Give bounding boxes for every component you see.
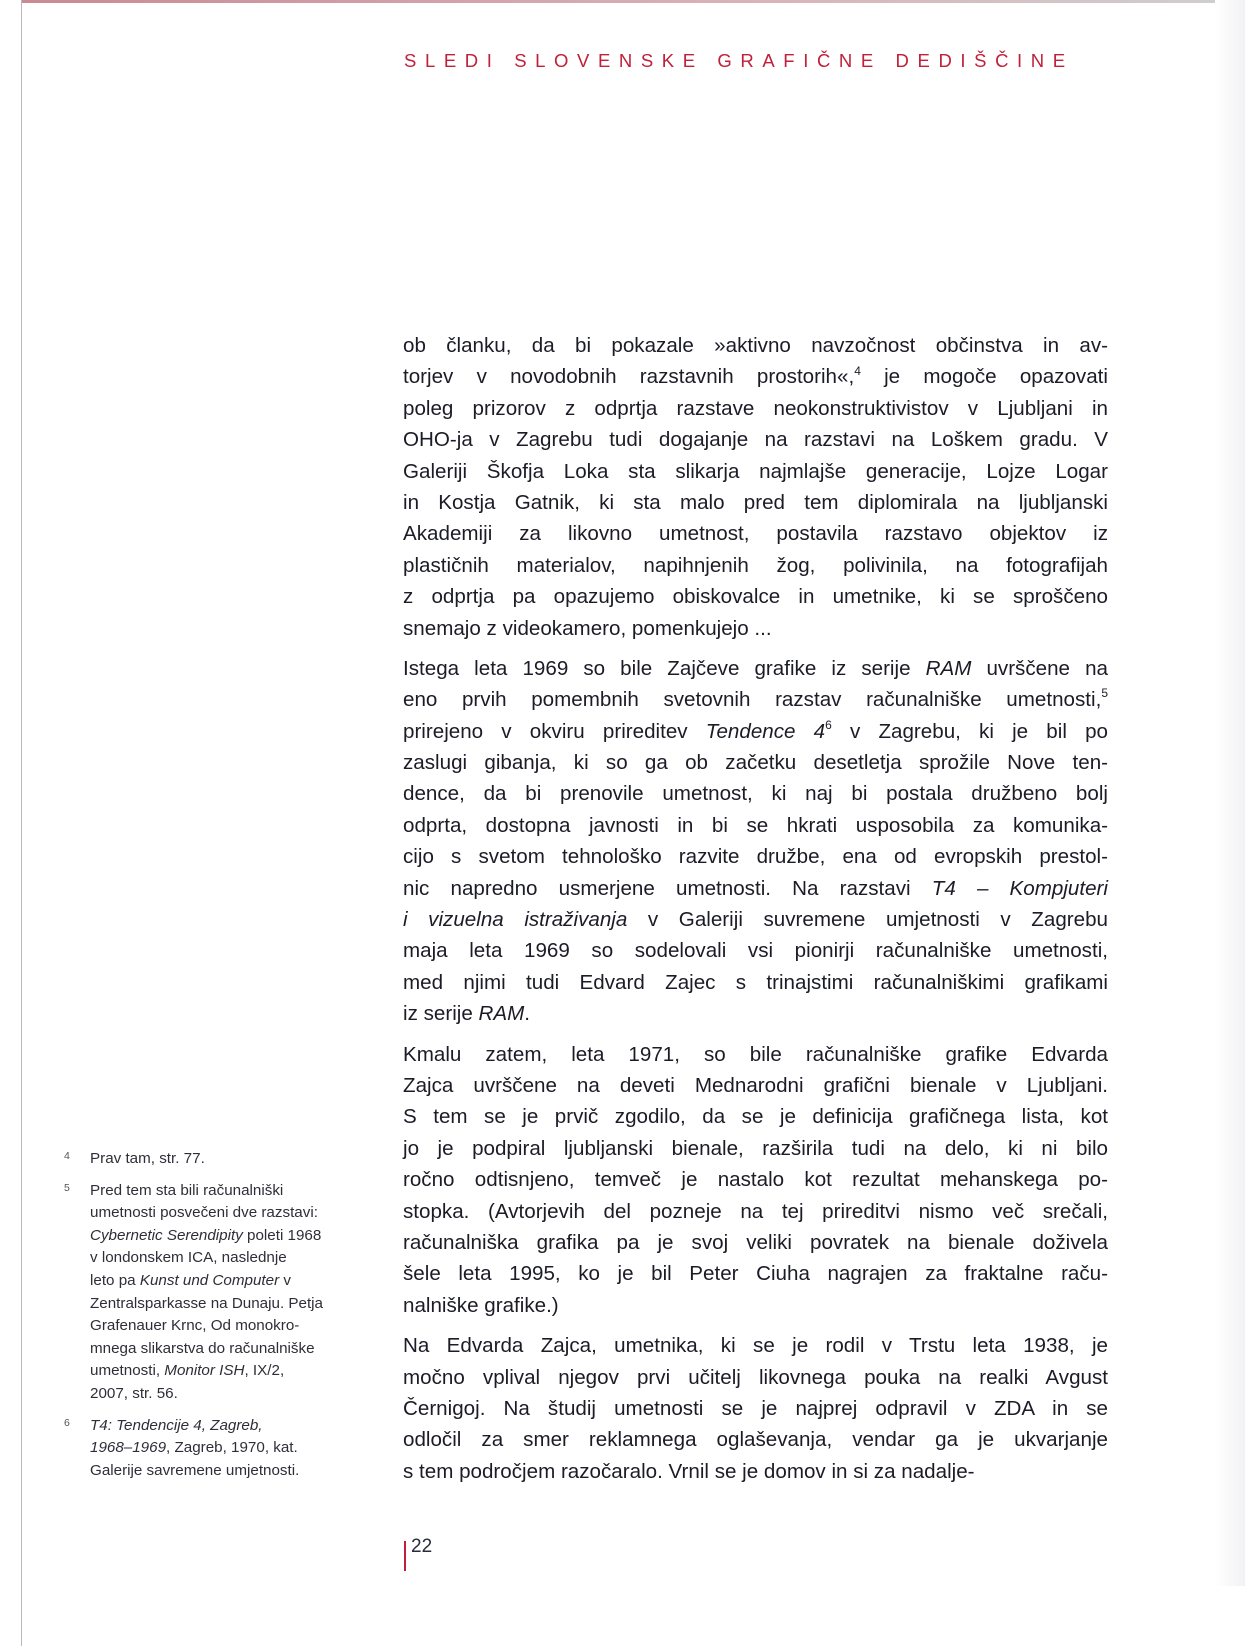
text-run: v Zagrebu, ki je bil po [831,719,1108,743]
text-line [403,581,1108,612]
text-line [403,1133,1108,1164]
text-line [403,747,1108,778]
text-run: Galerije savremene umjetnosti. [90,1461,300,1479]
text-run: 2007, str. 56. [90,1384,178,1402]
text-line [403,998,1108,1029]
italic-title: 1968–1969 [90,1439,167,1457]
text-run: Istega leta 1969 so bile Zajčeve grafike iz serije [403,656,926,680]
text-line [403,967,1108,998]
italic-title: Monitor ISH [164,1362,245,1380]
text-run: Prav tam, str. 77. [90,1150,205,1167]
text-run: ročno odtisnjeno, temveč je nastalo kot rezultat mehanskega po- [403,1168,1108,1192]
text-run: Pred tem sta bili računalniški [90,1181,284,1199]
text-run: prirejeno v okviru prireditev [403,719,706,743]
footnote-line [90,1180,384,1203]
text-run: , Zagreb, 1970, kat. [166,1439,298,1457]
text-run: Černigoj. Na študij umetnosti se je najprej odpravil v ZDA in se [403,1396,1108,1420]
text-run: OHO-ja v Zagrebu tudi dogajanje na razstavi na Loškem gradu. V [403,428,1108,452]
italic-title: T4 – Kompjuteri [931,876,1108,900]
text-run: nic napredno usmerjene umetnosti. Na razstavi [403,876,932,900]
text-run: poleti 1968 [242,1226,322,1244]
text-line [403,1101,1108,1132]
text-run: maja leta 1969 so sodelovali vsi pionirji računalniške umetnosti, [403,939,1108,963]
text-line [403,810,1108,841]
footnote-line [90,1437,384,1460]
text-line [403,653,1108,684]
text-run: v Galeriji suvremene umjetnosti v Zagrebu [627,908,1108,932]
text-run: med njimi tudi Edvard Zajec s trinajstimi računalniškimi grafikami [403,970,1108,994]
text-line [403,1196,1108,1227]
text-line [403,393,1108,424]
text-run: z odprtja pa opazujemo obiskovalce in umetnike, ki se sproščeno [403,585,1108,609]
page-right-shadow [1215,0,1245,1586]
italic-title: i vizuelna istraživanja [403,908,628,932]
text-run: računalniška grafika pa je svoj veliki povratek na bienale doživela [403,1230,1108,1254]
text-run: v londonskem ICA, naslednje [90,1249,287,1267]
text-line [403,550,1108,581]
text-run: torjev v novodobnih razstavnih prostorih«, [403,365,855,389]
text-line [403,361,1108,392]
text-run: Na Edvarda Zajca, umetnika, ki se je rodil v Trstu leta 1938, je [403,1334,1108,1358]
text-line [403,1070,1108,1101]
footnote-line [90,1202,384,1225]
text-run: jo je podpiral ljubljanski bienale, razširila tudi na delo, ki ni bilo [403,1136,1108,1160]
footnote-number: 4 [64,1150,70,1162]
text-line [403,1290,1108,1321]
text-run: leto pa [90,1271,140,1289]
text-line [403,684,1108,715]
footnote [64,1180,384,1406]
text-line [403,935,1108,966]
text-line [403,456,1108,487]
body-paragraph [403,330,1108,644]
footnote-reference: 4 [854,363,861,378]
text-line [403,841,1108,872]
footnote-line [90,1360,384,1383]
italic-title: T4: Tendencije 4, Zagreb, [90,1416,263,1434]
text-run: , IX/2, [244,1362,285,1380]
text-line [403,1227,1108,1258]
footnote-line [90,1270,384,1293]
text-run: . [524,1002,531,1026]
text-line [403,873,1108,904]
footnote-number: 5 [64,1181,70,1194]
text-run: eno prvih pomembnih svetovnih razstav računalniške umetnosti, [403,688,1102,712]
footnote-line [90,1460,384,1483]
running-head: SLEDI SLOVENSKE GRAFIČNE DEDIŠČINE [404,50,1074,71]
text-line [403,1258,1108,1289]
text-run: iz serije [403,1002,479,1026]
text-line [403,1330,1108,1361]
text-run: ob članku, da bi pokazale »aktivno navzočnost občinstva in av- [403,334,1108,357]
text-run: šele leta 1995, ko je bil Peter Ciuha nagrajen za fraktalne raču- [403,1262,1108,1286]
footnote-line [90,1383,384,1406]
text-run: in Kostja Gatnik, ki sta malo pred tem diplomirala na ljubljanski [403,490,1108,514]
text-run: odprta, dostopna javnosti in bi se hkrati usposobila za komunika- [403,813,1108,837]
text-line [403,1362,1108,1393]
text-run: odločil za smer reklamnega oglaševanja, vendar ga je ukvarjanje [403,1428,1108,1452]
footnote-line [90,1338,384,1361]
text-run: umetnosti, [90,1362,165,1380]
text-run: Zajca uvrščene na deveti Mednarodni grafični bienale v Ljubljani. [403,1073,1108,1097]
page-number: 22 [404,1537,432,1557]
body-paragraph [403,653,1108,1030]
text-run: mnega slikarstva do računalniške [90,1339,315,1357]
text-run: Galeriji Škofja Loka sta slikarja najmlajše generacije, Lojze Logar [403,459,1108,483]
text-line [403,1393,1108,1424]
text-line [403,424,1108,455]
text-run: stopka. (Avtorjevih del pozneje na tej prireditvi nismo več srečali, [403,1199,1108,1223]
page-top-edge [22,0,1245,3]
page-left-edge [21,0,22,1646]
text-run: poleg prizorov z odprtja razstave neokonstruktivistov v Ljubljani in [403,396,1108,420]
text-run: umetnosti posvečeni dve razstavi: [90,1204,318,1222]
text-run: uvrščene na [971,656,1108,680]
footnote-number: 6 [64,1416,70,1429]
footnote-reference: 5 [1101,686,1108,701]
italic-title: Kunst und Computer [139,1271,280,1289]
text-line [403,1456,1108,1487]
text-line [403,518,1108,549]
text-run: Grafenauer Krnc, Od monokro- [90,1317,300,1335]
italic-title: RAM [925,656,972,680]
footnotes [64,1148,384,1491]
footnote-line [90,1225,384,1248]
text-run: Zentralsparkasse na Dunaju. Petja [90,1294,324,1312]
text-run: zaslugi gibanja, ki so ga ob začetku desetletja sprožile Nove ten- [403,751,1108,775]
footnote-line [90,1148,384,1171]
text-line [403,716,1108,747]
body-paragraph [403,1039,1108,1322]
text-line [403,487,1108,518]
text-line [403,778,1108,809]
text-run: Kmalu zatem, leta 1971, so bile računalniške grafike Edvarda [403,1042,1108,1066]
text-line [403,330,1108,361]
text-run: snemajo z videokamero, pomenkujejo ... [403,616,772,640]
footnote-reference: 6 [825,717,832,732]
text-run: dence, da bi prenovile umetnost, ki naj bi postala družbeno bolj [403,782,1108,806]
text-line [403,1164,1108,1195]
text-run: močno vplival njegov prvi učitelj likovnega pouka na realki Avgust [403,1365,1108,1389]
text-run: S tem se je prvič zgodilo, da se je definicija grafičnega lista, kot [403,1105,1108,1129]
italic-title: RAM [478,1002,525,1026]
text-run: plastičnih materialov, napihnjenih žog, polivinila, na fotografijah [403,553,1108,577]
text-line [403,613,1108,644]
text-line [403,1039,1108,1070]
footnote-line [90,1315,384,1338]
footnote-line [90,1415,384,1438]
text-line [403,904,1108,935]
body-paragraph [403,1330,1108,1487]
text-run: je mogoče opazovati [860,365,1108,389]
body-text-column [403,330,1108,1496]
italic-title: Cybernetic Serendipity [90,1226,243,1244]
italic-title: Tendence 4 [705,719,826,743]
text-line [403,1424,1108,1455]
footnote [64,1148,384,1171]
footnote [64,1415,384,1483]
text-run: Akademiji za likovno umetnost, postavila razstavo objektov iz [403,522,1108,546]
footnote-line [90,1293,384,1316]
text-run: s tem področjem razočaralo. Vrnil se je domov in si za nadalje- [403,1459,975,1483]
footnote-line [90,1247,384,1270]
text-run: v [279,1271,291,1289]
text-run: nalniške grafike.) [403,1293,559,1317]
text-run: cijo s svetom tehnološko razvite družbe, ena od evropskih prestol- [403,845,1108,869]
